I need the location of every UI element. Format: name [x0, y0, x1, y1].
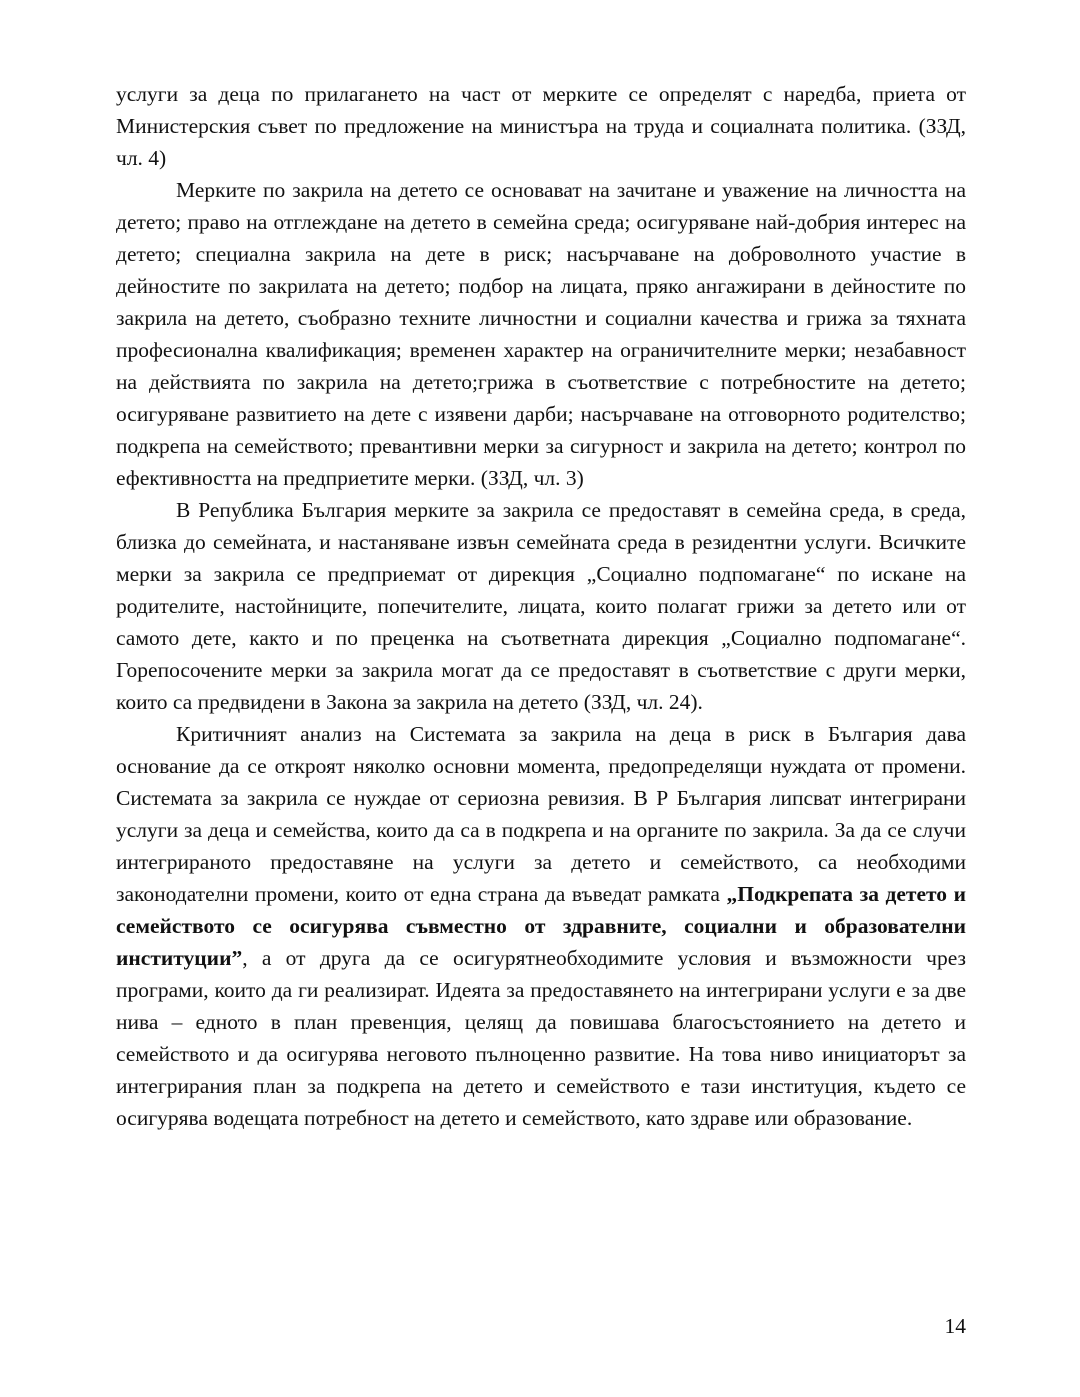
- paragraph-measures-bulgaria: В Република България мерките за закрила се предоставят в семейна среда, в среда, близка до семейната, и настаняване извън семейната среда в резидентни услуги. Всичките мерки за закрила се предприемат от дирекция „Социално подпомагане“ по искане на родителите, настойниците, попечителите, лицата, които полагат грижи за детето или от самото дете, както и по преценка на съответната дирекция „Социално подпомагане“. Горепосочените мерки за закрила могат да се предоставят в съответствие с други мерки, които са предвидени в Закона за закрила на детето (ЗЗД, чл. 24).: [116, 498, 966, 714]
- page-number: 14: [944, 1314, 966, 1338]
- paragraph-critical-analysis: [116, 718, 966, 1134]
- paragraph-critical-analysis-text-start: Критичният анализ на Системата за закрила на деца в риск в България дава основание да се откроят няколко основни момента, предопределящи нуждата от промени. Системата за закрила се нуждае от сериозна ревизия. В Р България липсват интегрирани услуги за деца и семейства, които да са в подкрепа и на органите по закрила. За да се случи интегрираното предоставяне на услуги за детето и семейството, са необходими законодателни промени, които от една страна да въведат рамката: [116, 722, 966, 906]
- paragraph-critical-analysis-bold-quote: „Подкрепата за детето и семейството се осигурява съвместно от здравните, социални и образователни институции”: [116, 882, 966, 970]
- document-page: [116, 78, 966, 1134]
- paragraph-measures-principles: Мерките по закрила на детето се основават на зачитане и уважение на личността на детето; право на отглеждане на детето в семейна среда; осигуряване най-добрия интерес на детето; специална закрила на дете в риск; насърчаване на доброволното участие в дейностите по закрилата на детето; подбор на лицата, пряко ангажирани в дейностите по закрила на детето, съобразно техните личностни и социални качества и грижа за тяхната професионална квалификация; временен характер на ограничителните мерки; незабавност на действията по закрила на детето;грижа в съответствие с потребностите на детето; осигуряване развитието на дете с изявени дарби; насърчаване на отговорното родителство; подкрепа на семейството; превантивни мерки за сигурност и закрила на детето; контрол по ефективността на предприетите мерки. (ЗЗД, чл. 3): [116, 178, 966, 490]
- paragraph-critical-analysis-text-end: , а от друга да се осигурятнеобходимите условия и възможности чрез програми, които да ги реализират. Идеята за предоставянето на интегрирани услуги е за две нива – едното в план превенция, целящ да повишава благосъстоянието на детето и семейството и да осигурява неговото пълноценно развитие. На това ниво инициаторът за интегрирания план за подкрепа на детето и семейството е тази институция, където се осигурява водещата потребност на детето и семейството, като здраве или образование.: [116, 946, 966, 1130]
- paragraph-continuation: услуги за деца по прилагането на част от мерките се определят с наредба, приета от Министерския съвет по предложение на министъра на труда и социалната политика. (ЗЗД, чл. 4): [116, 82, 966, 170]
